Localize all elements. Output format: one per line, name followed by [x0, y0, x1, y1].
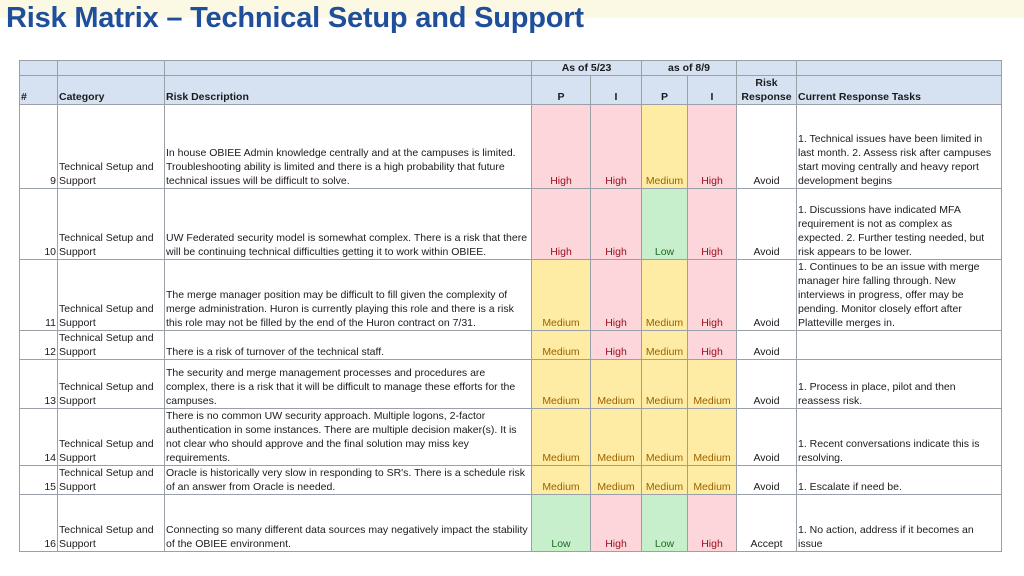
probability-8-9: Medium [642, 360, 688, 409]
risk-response: Avoid [737, 409, 797, 466]
header-row-dates [20, 61, 1002, 76]
impact-8-9: Medium [688, 409, 737, 466]
probability-8-9: Medium [642, 105, 688, 189]
table-header [20, 61, 1002, 105]
column-header-impact-8-9: I [688, 76, 737, 105]
risk-response: Accept [737, 495, 797, 552]
risk-response: Avoid [737, 331, 797, 360]
probability-5-23: High [532, 105, 591, 189]
risk-response: Avoid [737, 105, 797, 189]
column-header-probability-5-23: P [532, 76, 591, 105]
risk-response: Avoid [737, 260, 797, 331]
response-tasks: 1. Discussions have indicated MFA requirement is not as complex as expected. 2. Further testing needed, but risk appears to be lower. [797, 189, 1002, 260]
date-header-5-23: As of 5/23 [532, 61, 642, 76]
probability-8-9: Medium [642, 260, 688, 331]
response-tasks: 1. Process in place, pilot and then reassess risk. [797, 360, 1002, 409]
risk-category: Technical Setup and Support [58, 466, 165, 495]
header-row-columns [20, 76, 1002, 105]
risk-number: 13 [20, 360, 58, 409]
risk-description: Connecting so many different data sources may negatively impact the stability of the OBIEE environment. [165, 495, 532, 552]
column-header-number: # [20, 76, 58, 105]
impact-8-9: High [688, 105, 737, 189]
response-tasks: 1. No action, address if it becomes an issue [797, 495, 1002, 552]
risk-category: Technical Setup and Support [58, 360, 165, 409]
probability-8-9: Medium [642, 466, 688, 495]
table-row [20, 189, 1002, 260]
risk-description: UW Federated security model is somewhat complex. There is a risk that there will be continuing technical difficulties getting it to work within OBIEE. [165, 189, 532, 260]
risk-number: 15 [20, 466, 58, 495]
risk-response-line1: Risk [755, 77, 778, 89]
probability-5-23: Medium [532, 331, 591, 360]
probability-5-23: Low [532, 495, 591, 552]
risk-category: Technical Setup and Support [58, 331, 165, 360]
column-header-probability-8-9: P [642, 76, 688, 105]
probability-8-9: Low [642, 495, 688, 552]
risk-number: 16 [20, 495, 58, 552]
probability-8-9: Medium [642, 331, 688, 360]
impact-5-23: High [591, 495, 642, 552]
impact-8-9: High [688, 260, 737, 331]
probability-5-23: Medium [532, 260, 591, 331]
risk-number: 9 [20, 105, 58, 189]
probability-5-23: Medium [532, 360, 591, 409]
impact-5-23: Medium [591, 466, 642, 495]
response-tasks: 1. Escalate if need be. [797, 466, 1002, 495]
risk-number: 12 [20, 331, 58, 360]
column-header-tasks: Current Response Tasks [797, 76, 1002, 105]
column-header-risk-response [737, 76, 797, 105]
impact-8-9: High [688, 331, 737, 360]
impact-8-9: Medium [688, 360, 737, 409]
risk-category: Technical Setup and Support [58, 105, 165, 189]
table-row [20, 466, 1002, 495]
risk-description: The merge manager position may be difficult to fill given the complexity of merge administration. Huron is currently playing this role and there is a risk this role may not be filled by the end of the Huron contract on 7/31. [165, 260, 532, 331]
risk-number: 11 [20, 260, 58, 331]
response-tasks: 1. Continues to be an issue with merge manager hire falling through. New interviews in progress, offer may be pending. Monitor closely effort after Platteville merges in. [797, 260, 1002, 331]
risk-description: There is a risk of turnover of the technical staff. [165, 331, 532, 360]
risk-response-line2: Response [741, 91, 792, 103]
impact-8-9: High [688, 189, 737, 260]
risk-description: The security and merge management processes and procedures are complex, there is a risk that it will be difficult to manage these efforts for the campuses. [165, 360, 532, 409]
risk-category: Technical Setup and Support [58, 495, 165, 552]
impact-5-23: High [591, 331, 642, 360]
risk-response: Avoid [737, 360, 797, 409]
risk-matrix-table [19, 60, 1002, 552]
table-row [20, 105, 1002, 189]
risk-number: 10 [20, 189, 58, 260]
impact-5-23: High [591, 260, 642, 331]
impact-8-9: Medium [688, 466, 737, 495]
table-row [20, 331, 1002, 360]
table-body [20, 105, 1002, 552]
probability-5-23: Medium [532, 409, 591, 466]
risk-description: There is no common UW security approach. Multiple logons, 2-factor authentication in some instances. There are multiple decision maker(s). It is not clear who should approve and the final solution may miss key requirements. [165, 409, 532, 466]
table-row [20, 495, 1002, 552]
column-header-impact-5-23: I [591, 76, 642, 105]
risk-category: Technical Setup and Support [58, 409, 165, 466]
risk-description: In house OBIEE Admin knowledge centrally and at the campuses is limited. Troubleshooting ability is limited and there is a high probability that future technical issues will be difficult to solve. [165, 105, 532, 189]
probability-8-9: Low [642, 189, 688, 260]
probability-5-23: Medium [532, 466, 591, 495]
probability-5-23: High [532, 189, 591, 260]
column-header-category: Category [58, 76, 165, 105]
table-row [20, 360, 1002, 409]
column-header-description: Risk Description [165, 76, 532, 105]
table-row [20, 260, 1002, 331]
impact-5-23: High [591, 189, 642, 260]
risk-category: Technical Setup and Support [58, 260, 165, 331]
impact-8-9: High [688, 495, 737, 552]
date-header-8-9: as of 8/9 [642, 61, 737, 76]
impact-5-23: Medium [591, 409, 642, 466]
risk-description: Oracle is historically very slow in responding to SR's. There is a schedule risk of an answer from Oracle is needed. [165, 466, 532, 495]
table-row [20, 409, 1002, 466]
response-tasks: 1. Recent conversations indicate this is resolving. [797, 409, 1002, 466]
impact-5-23: High [591, 105, 642, 189]
impact-5-23: Medium [591, 360, 642, 409]
response-tasks [797, 331, 1002, 360]
risk-response: Avoid [737, 466, 797, 495]
page-title: Risk Matrix – Technical Setup and Support [6, 2, 584, 34]
probability-8-9: Medium [642, 409, 688, 466]
risk-number: 14 [20, 409, 58, 466]
risk-response: Avoid [737, 189, 797, 260]
response-tasks: 1. Technical issues have been limited in last month. 2. Assess risk after campuses start moving centrally and heavy report development begins [797, 105, 1002, 189]
risk-category: Technical Setup and Support [58, 189, 165, 260]
